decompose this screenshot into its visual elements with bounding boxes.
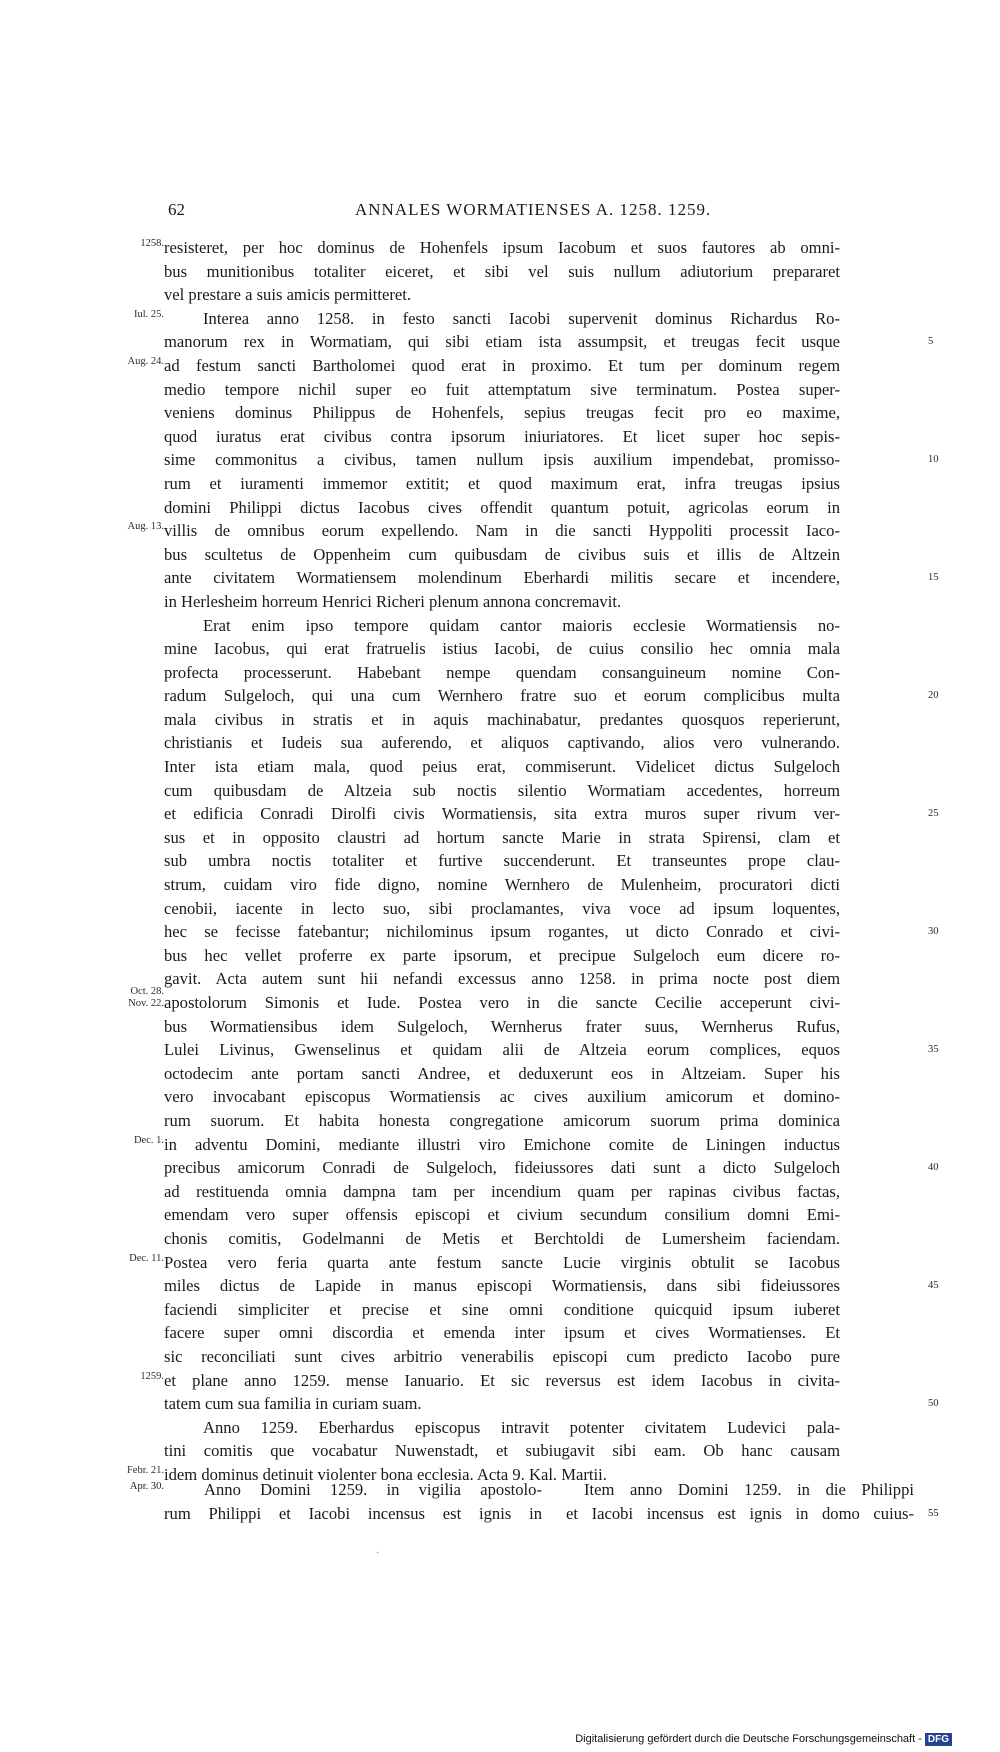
text-line — [0, 330, 1000, 354]
dfg-logo: DFG — [925, 1733, 952, 1746]
line-text: cum quibusdam de Altzeia sub noctis silentio Wormatiam accedentes, horreum — [164, 780, 840, 800]
line-text: Postea vero feria quarta ante festum sancte Lucie virginis obtulit se Iacobus — [164, 1252, 840, 1272]
line-text: sub umbra noctis totaliter et furtive succenderunt. Et transeuntes prope clau- — [164, 851, 840, 871]
text-line — [0, 1203, 1000, 1227]
page-number: 62 — [168, 200, 185, 219]
text-line — [0, 1345, 1000, 1369]
text-line — [0, 354, 1000, 378]
page-header — [0, 200, 1000, 224]
line-number: 20 — [928, 690, 939, 702]
margin-date: Dec. 11. — [129, 1252, 164, 1264]
line-text: Inter ista etiam mala, quod peius erat, commiserunt. Videlicet dictus Sulgeloch — [164, 757, 840, 777]
text-line — [0, 614, 1000, 638]
line-text: strum, cuidam viro fide digno, nomine Wernhero de Mulenheim, procuratori dicti — [164, 875, 840, 895]
print-dot: · — [376, 1548, 380, 1559]
line-text: facere super omni discordia et emenda inter ipsum et cives Wormatienses. Et — [164, 1323, 840, 1343]
right-column-line: Item anno Domini 1259. in die Philippi — [584, 1480, 914, 1499]
left-column-line: rum Philippi et Iacobi incensus est ignis in — [164, 1503, 542, 1523]
right-column — [566, 1478, 914, 1525]
text-line — [0, 1109, 1000, 1133]
text-line — [0, 448, 1000, 472]
left-column-line: Anno Domini 1259. in vigilia apostolo- — [204, 1480, 542, 1499]
line-text: in Herlesheim horreum Henrici Richeri plenum annona concremavit. — [164, 591, 622, 611]
line-number: 10 — [928, 454, 939, 466]
line-text: faciendi simpliciter et precise et sine omni conditione quicquid ipsum iuberet — [164, 1299, 840, 1319]
line-text: vel prestare a suis amicis permitteret. — [164, 285, 411, 305]
line-text: sic reconciliati sunt cives arbitrio venerabilis episcopi cum predicto Iacobo pure — [164, 1346, 840, 1366]
line-text: apostolorum Simonis et Iude. Postea vero in die sancte Cecilie acceperunt civi- — [164, 993, 840, 1012]
margin-date: Aug. 24. — [127, 355, 164, 367]
text-line — [0, 590, 1000, 614]
footer-credit — [575, 1733, 952, 1746]
text-line — [0, 802, 1000, 826]
line-text: Interea anno 1258. in festo sancti Iacobi supervenit dominus Richardus Ro- — [203, 308, 840, 328]
text-line — [0, 566, 1000, 590]
text-line — [0, 401, 1000, 425]
line-text: rum suorum. Et habita honesta congregatione amicorum suorum prima dominica — [164, 1110, 840, 1130]
line-number: 15 — [928, 572, 939, 584]
text-line — [0, 236, 1000, 260]
text-line — [0, 1251, 1000, 1275]
text-line — [0, 779, 1000, 803]
line-text: Anno 1259. Eberhardus episcopus intravit potenter civitatem Ludevici pala- — [203, 1417, 840, 1437]
text-line — [0, 1227, 1000, 1251]
line-number: 5 — [928, 336, 934, 348]
text-line — [0, 543, 1000, 567]
text-line — [0, 1156, 1000, 1180]
margin-date: Dec. 1. — [133, 1134, 164, 1146]
text-line — [0, 496, 1000, 520]
line-number: 40 — [928, 1162, 939, 1174]
footer-text: Digitalisierung gefördert durch die Deutsche Forschungsgemeinschaft - — [575, 1733, 922, 1745]
line-text: Erat enim ipso tempore quidam cantor maioris ecclesie Wormatiensis no- — [203, 615, 840, 635]
text-line — [0, 731, 1000, 755]
line-text: profecta processerunt. Habebant nempe quendam consanguineum nomine Con- — [164, 662, 840, 682]
margin-date: Iul. 25. — [133, 308, 164, 320]
line-text: tatem cum sua familia in curiam suam. — [164, 1394, 422, 1414]
text-line — [0, 1416, 1000, 1440]
text-line — [0, 755, 1000, 779]
left-column — [164, 1478, 542, 1525]
line-text: miles dictus de Lapide in manus episcopi Wormatiensis, dans sibi fideiussores — [164, 1276, 840, 1296]
text-line — [0, 519, 1000, 543]
text-line — [0, 1369, 1000, 1393]
line-text: mala civibus in stratis et in aquis machinabatur, predantes quosquos reperierunt, — [164, 709, 840, 729]
line-text: resisteret, per hoc dominus de Hohenfels ipsum Iacobum et suos fautores ab omni- — [164, 238, 840, 257]
right-column-line: et Iacobi incensus est ignis in domo cuius- — [566, 1503, 914, 1523]
line-text: idem dominus detinuit violenter bona ecclesia. Acta 9. Kal. Martii. — [164, 1464, 607, 1484]
line-number: 50 — [928, 1398, 939, 1410]
line-number: 35 — [928, 1044, 939, 1056]
text-line — [0, 1274, 1000, 1298]
line-text: ante civitatem Wormatiensem molendinum Eberhardi militis secare et incendere, — [164, 568, 840, 588]
running-title: ANNALES WORMATIENSES A. 1258. 1259. — [355, 200, 712, 219]
text-line — [0, 1038, 1000, 1062]
line-text: chonis comitis, Godelmanni de Metis et Berchtoldi de Lumersheim faciendam. — [164, 1228, 840, 1248]
line-text: vero invocabant episcopus Wormatiensis ac cives auxilium amicorum et domino- — [164, 1087, 840, 1107]
text-line — [0, 849, 1000, 873]
margin-date: Oct. 28. — [130, 986, 164, 997]
line-text: bus scultetus de Oppenheim cum quibusdam de civibus suis et illis de Altzein — [164, 544, 840, 564]
line-number: 45 — [928, 1280, 939, 1292]
line-text: cenobii, iacente in lecto suo, sibi proclamantes, viva voce ad ipsum loquentes, — [164, 898, 840, 918]
text-line — [0, 1180, 1000, 1204]
line-text: domini Philippi dictus Iacobus cives offendit quantum potuit, agricolas eorum in — [164, 497, 840, 517]
line-text: rum et iuramenti immemor extitit; et quod maximum erat, infra treugas ipsius — [164, 473, 840, 493]
text-line — [0, 260, 1000, 284]
text-line — [0, 1085, 1000, 1109]
text-line — [0, 378, 1000, 402]
line-text: manorum rex in Wormatiam, qui sibi etiam ista assumpsit, et treugas fecit usque — [164, 332, 840, 352]
line-text: hec se fecisse fatebantur; nichilominus ipsum rogantes, ut dicto Conrado et civi- — [164, 922, 840, 942]
text-line — [0, 684, 1000, 708]
text-line — [0, 897, 1000, 921]
text-line — [0, 920, 1000, 944]
text-line — [0, 307, 1000, 331]
text-line — [0, 944, 1000, 968]
line-text: gavit. Acta autem sunt hii nefandi excessus anno 1258. in prima nocte post diem — [164, 969, 840, 989]
two-column-entry — [0, 1478, 1000, 1528]
text-line — [0, 1298, 1000, 1322]
text-line — [0, 1439, 1000, 1463]
line-text: ad festum sancti Bartholomei quod erat in proximo. Et tum per dominum regem — [164, 355, 840, 375]
text-line — [0, 1133, 1000, 1157]
line-text: bus Wormatiensibus idem Sulgeloch, Wernherus frater suus, Wernherus Rufus, — [164, 1016, 840, 1036]
line-text: bus hec vellet proferre ex parte ipsorum, et precipue Sulgeloch eum dicere ro- — [164, 945, 840, 965]
line-text: emendam vero super offensis episcopi et civium secundum consilium domni Emi- — [164, 1205, 840, 1225]
line-text: sus et in opposito claustri ad hortum sancte Marie in strata Spirensi, clam et — [164, 827, 840, 847]
line-text: veniens dominus Philippus de Hohenfels, sepius treugas fecit pro eo maxime, — [164, 403, 840, 423]
line-text: radum Sulgeloch, qui una cum Wernhero fratre suo et eorum complicibus multa — [164, 686, 840, 706]
line-text: villis de omnibus eorum expellendo. Nam in die sancti Hyppoliti processit Iaco- — [164, 521, 840, 541]
text-line — [0, 1321, 1000, 1345]
line-text: quod iuratus erat civibus contra ipsorum iniuriatores. Et licet super hoc sepis- — [164, 426, 840, 446]
text-line — [0, 637, 1000, 661]
line-text: in adventu Domini, mediante illustri viro Emichone comite de Liningen inductus — [164, 1134, 840, 1154]
text-line — [0, 425, 1000, 449]
margin-date: Nov. 22. — [128, 998, 164, 1009]
margin-date: 1258. — [140, 238, 164, 249]
text-line — [0, 1015, 1000, 1039]
line-text: tini comitis que vocabatur Nuwenstadt, et subiugavit sibi eam. Ob hanc causam — [164, 1441, 840, 1461]
margin-date: Apr. 30. — [129, 1481, 164, 1492]
line-text: Lulei Livinus, Gwenselinus et quidam alii de Altzeia eorum complices, equos — [164, 1040, 840, 1060]
line-number: 25 — [928, 808, 939, 820]
line-text: precibus amicorum Conradi de Sulgeloch, fideiussores dati sunt a dicto Sulgeloch — [164, 1158, 840, 1178]
line-number: 55 — [928, 1508, 939, 1519]
line-text: mine Iacobus, qui erat fratruelis istius Iacobi, de cuius consilio hec omnia mala — [164, 639, 840, 659]
line-number: 30 — [928, 926, 939, 938]
margin-date: Febr. 21. — [126, 1464, 164, 1476]
body-text — [0, 236, 1000, 1486]
line-text: et plane anno 1259. mense Ianuario. Et sic reversus est idem Iacobus in civita- — [164, 1370, 840, 1390]
text-line — [0, 826, 1000, 850]
line-text: sime commonitus a civibus, tamen nullum ipsis auxilium impendebat, promisso- — [164, 450, 840, 470]
text-line — [0, 873, 1000, 897]
line-text: christianis et Iudeis sua auferendo, et aliquos captivando, alios vero vulnerando. — [164, 733, 840, 753]
line-text: ad restituenda omnia dampna tam per incendium quam per rapinas civibus factas, — [164, 1181, 840, 1201]
text-line — [0, 708, 1000, 732]
line-text: medio tempore nichil super eo fuit attemptatum sive terminatum. Postea super- — [164, 379, 840, 399]
margin-date: 1259. — [140, 1370, 164, 1382]
margin-date: Aug. 13. — [127, 521, 164, 533]
line-text: octodecim ante portam sancti Andree, et deduxerunt eos in Altzeiam. Super his — [164, 1063, 840, 1083]
text-line — [0, 661, 1000, 685]
text-line — [0, 1062, 1000, 1086]
text-line — [0, 472, 1000, 496]
line-text: bus munitionibus totaliter eiceret, et sibi vel suis nullum adiutorium prepararet — [164, 261, 840, 281]
text-line — [0, 1392, 1000, 1416]
line-text: et edificia Conradi Dirolfi civis Wormatiensis, sita extra muros super rivum ver- — [164, 804, 840, 824]
text-line — [0, 283, 1000, 307]
text-line — [0, 986, 1000, 1015]
